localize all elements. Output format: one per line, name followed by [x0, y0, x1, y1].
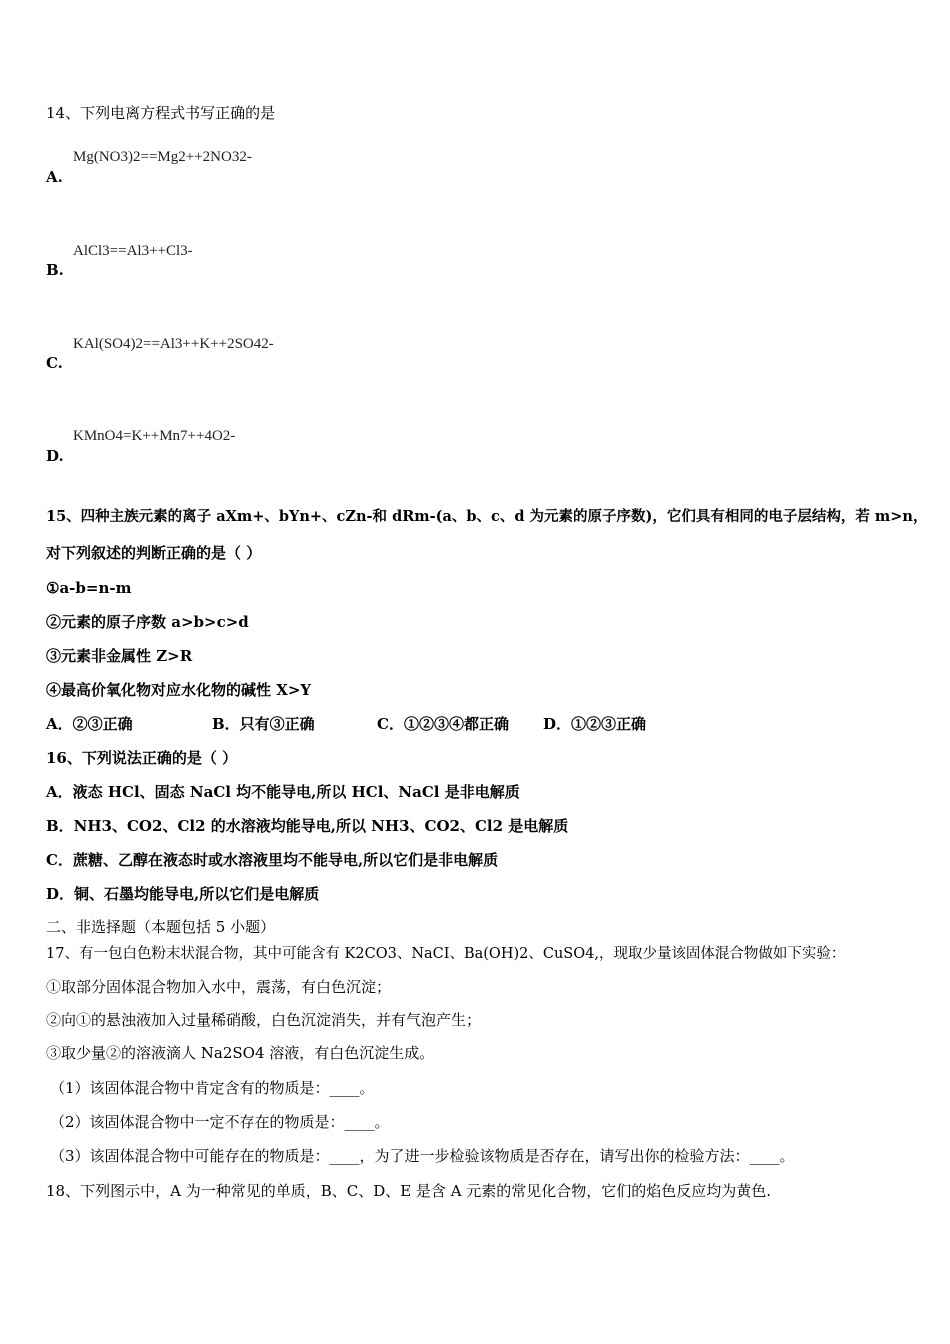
q15-option-a: A．②③正确	[46, 715, 133, 733]
q16-option-b: B．NH3、CO2、Cl2 的水溶液均能导电,所以 NH3、CO2、Cl2 是电解质	[46, 817, 569, 835]
q14-option-b-equation: AlCl3==Al3++Cl3-	[73, 243, 193, 259]
q14-option-d-label: D.	[46, 447, 64, 465]
q14-option-a-equation: Mg(NO3)2==Mg2++2NO32-	[73, 149, 252, 165]
q14-stem: 14、下列电离方程式书写正确的是	[46, 104, 276, 122]
q14-option-c-equation: KAl(SO4)2==Al3++K++2SO42-	[73, 336, 274, 352]
q15-stem-line2: 对下列叙述的判断正确的是（ ）	[46, 544, 262, 562]
q17-question-3: （3）该固体混合物中可能存在的物质是：____，为了进一步检验该物质是否存在，请写出你的检验方法：____。	[50, 1147, 795, 1165]
q15-item-2: ②元素的原子序数 a>b>c>d	[46, 613, 249, 631]
q15-option-d: D．①②③正确	[543, 715, 647, 733]
q15-item-1: ①a-b=n-m	[46, 579, 132, 597]
q14-option-d-equation: KMnO4=K++Mn7++4O2-	[73, 428, 236, 444]
q16-option-c: C．蔗糖、乙醇在液态时或水溶液里均不能导电,所以它们是非电解质	[46, 851, 499, 869]
q17-step-1: ①取部分固体混合物加入水中，震荡，有白色沉淀；	[46, 978, 392, 996]
q15-item-4: ④最高价氧化物对应水化物的碱性 X>Y	[46, 681, 312, 699]
q18-stem: 18、下列图示中，A 为一种常见的单质，B、C、D、E 是含 A 元素的常见化合物，它们的焰色反应均为黄色.	[46, 1182, 772, 1200]
section-heading: 二、非选择题（本题包括 5 小题）	[46, 918, 276, 936]
q14-option-b-label: B.	[46, 261, 64, 279]
q14-option-a-label: A.	[46, 168, 63, 186]
q17-step-2: ②向①的悬浊液加入过量稀硝酸，白色沉淀消失，并有气泡产生；	[46, 1011, 482, 1029]
q15-option-b: B．只有③正确	[212, 715, 315, 733]
q17-stem: 17、有一包白色粉末状混合物，其中可能含有 K2CO3、NaCI、Ba(OH)2、CuSO4,，现取少量该固体混合物做如下实验：	[46, 946, 846, 962]
q15-option-c: C．①②③④都正确	[377, 715, 509, 733]
q16-option-d: D．铜、石墨均能导电,所以它们是电解质	[46, 885, 320, 903]
q17-step-3: ③取少量②的溶液滴人 Na2SO4 溶液，有白色沉淀生成。	[46, 1044, 435, 1062]
q16-option-a: A．液态 HCl、固态 NaCl 均不能导电,所以 HCl、NaCl 是非电解质	[46, 783, 520, 801]
q14-option-c-label: C.	[46, 354, 63, 372]
q17-question-2: （2）该固体混合物中一定不存在的物质是：____。	[50, 1113, 390, 1131]
q17-question-1: （1）该固体混合物中肯定含有的物质是：____。	[50, 1079, 375, 1097]
q15-item-3: ③元素非金属性 Z>R	[46, 647, 193, 665]
q15-stem-line1: 15、四种主族元素的离子 aXm+、bYn+、cZn-和 dRm-(a、b、c、d 为元素的原子序数)，它们具有相同的电子层结构，若 m>n，	[46, 508, 928, 525]
q16-stem: 16、下列说法正确的是（ ）	[46, 749, 238, 767]
